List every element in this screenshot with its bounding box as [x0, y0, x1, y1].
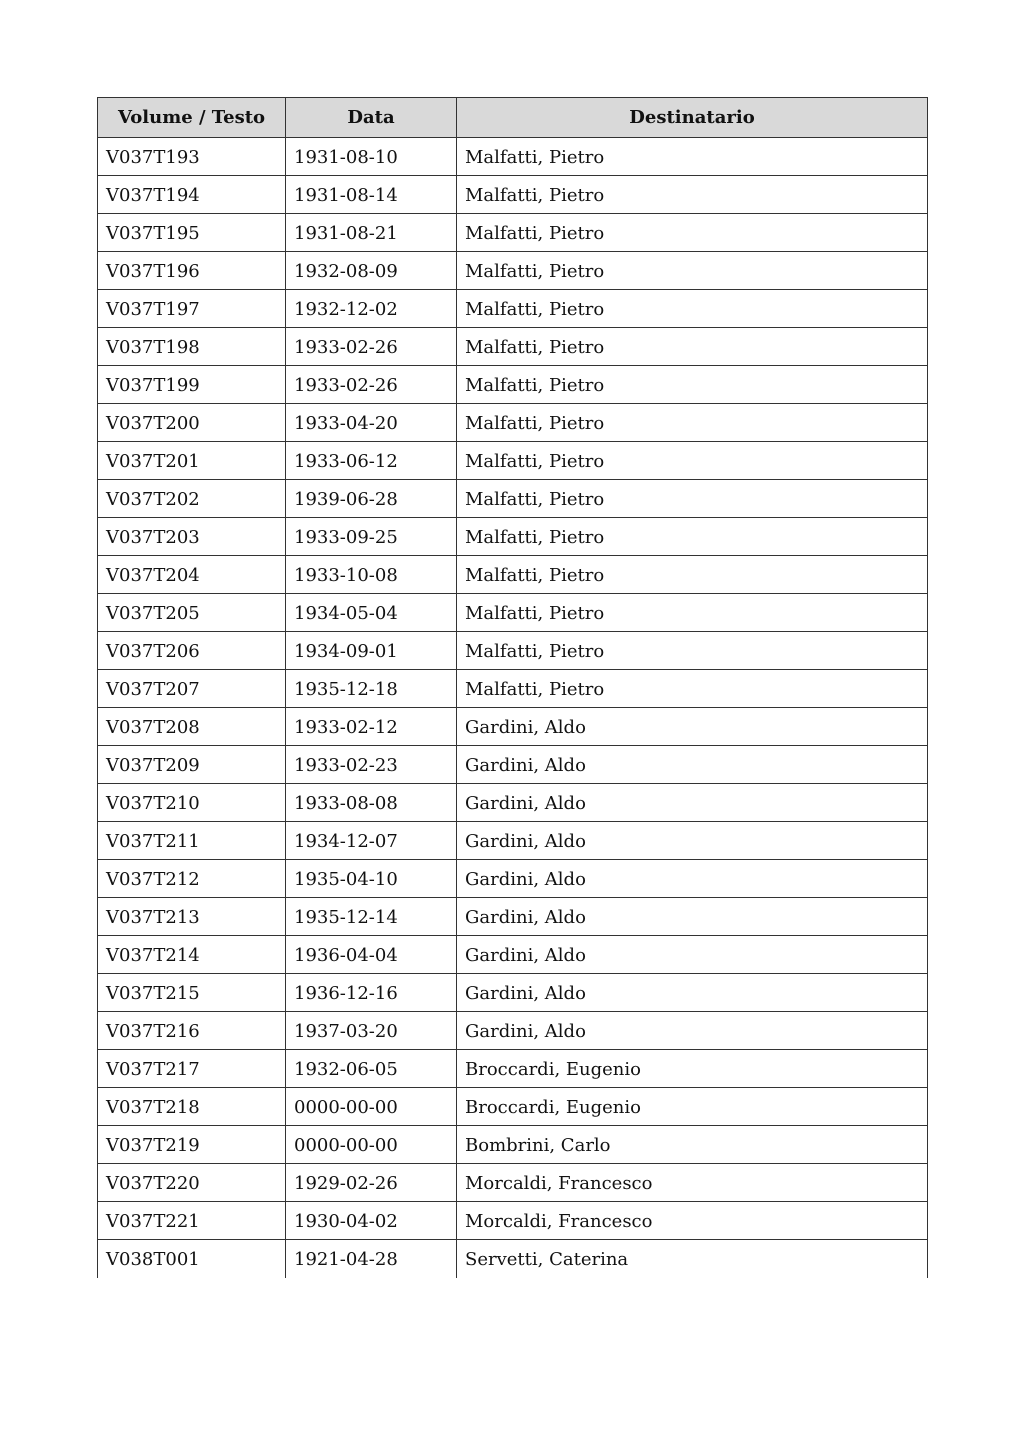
- volume-testo-cell: V038T001: [98, 1240, 286, 1278]
- volume-testo-cell: V037T207: [98, 670, 286, 708]
- destinatario-cell: Gardini, Aldo: [457, 936, 928, 974]
- table-row: [98, 936, 928, 974]
- destinatario-cell: Gardini, Aldo: [457, 746, 928, 784]
- volume-testo-cell: V037T214: [98, 936, 286, 974]
- destinatario-cell: Malfatti, Pietro: [457, 214, 928, 252]
- data-cell: 1935-12-18: [286, 670, 457, 708]
- column-header-volume-testo: Volume / Testo: [98, 98, 286, 138]
- column-header-data: Data: [286, 98, 457, 138]
- table-row: [98, 556, 928, 594]
- destinatario-cell: Broccardi, Eugenio: [457, 1088, 928, 1126]
- data-cell: 1939-06-28: [286, 480, 457, 518]
- table-row: [98, 442, 928, 480]
- destinatario-cell: Malfatti, Pietro: [457, 290, 928, 328]
- data-cell: 0000-00-00: [286, 1126, 457, 1164]
- table-row: [98, 1202, 928, 1240]
- table-row: [98, 404, 928, 442]
- destinatario-cell: Gardini, Aldo: [457, 708, 928, 746]
- destinatario-cell: Malfatti, Pietro: [457, 632, 928, 670]
- destinatario-cell: Malfatti, Pietro: [457, 176, 928, 214]
- destinatario-cell: Malfatti, Pietro: [457, 366, 928, 404]
- volume-testo-cell: V037T208: [98, 708, 286, 746]
- data-cell: 1934-12-07: [286, 822, 457, 860]
- table-row: [98, 1050, 928, 1088]
- data-cell: 1930-04-02: [286, 1202, 457, 1240]
- data-cell: 1933-02-12: [286, 708, 457, 746]
- destinatario-cell: Malfatti, Pietro: [457, 252, 928, 290]
- volume-testo-cell: V037T198: [98, 328, 286, 366]
- volume-testo-cell: V037T220: [98, 1164, 286, 1202]
- table-row: [98, 138, 928, 176]
- table-row: [98, 366, 928, 404]
- destinatario-cell: Morcaldi, Francesco: [457, 1164, 928, 1202]
- data-cell: 1933-02-26: [286, 366, 457, 404]
- table-row: [98, 1240, 928, 1278]
- data-cell: 1933-02-23: [286, 746, 457, 784]
- volume-testo-cell: V037T196: [98, 252, 286, 290]
- data-cell: 0000-00-00: [286, 1088, 457, 1126]
- destinatario-cell: Morcaldi, Francesco: [457, 1202, 928, 1240]
- table-row: [98, 1088, 928, 1126]
- table-row: [98, 974, 928, 1012]
- destinatario-cell: Malfatti, Pietro: [457, 480, 928, 518]
- data-cell: 1937-03-20: [286, 1012, 457, 1050]
- data-cell: 1933-02-26: [286, 328, 457, 366]
- volume-testo-cell: V037T209: [98, 746, 286, 784]
- table-body: [98, 138, 928, 1278]
- destinatario-cell: Broccardi, Eugenio: [457, 1050, 928, 1088]
- destinatario-cell: Malfatti, Pietro: [457, 670, 928, 708]
- table-row: [98, 784, 928, 822]
- volume-testo-cell: V037T199: [98, 366, 286, 404]
- table-row: [98, 708, 928, 746]
- destinatario-cell: Gardini, Aldo: [457, 822, 928, 860]
- data-cell: 1933-08-08: [286, 784, 457, 822]
- data-cell: 1921-04-28: [286, 1240, 457, 1278]
- destinatario-cell: Malfatti, Pietro: [457, 328, 928, 366]
- data-cell: 1932-06-05: [286, 1050, 457, 1088]
- destinatario-cell: Gardini, Aldo: [457, 898, 928, 936]
- volume-testo-cell: V037T204: [98, 556, 286, 594]
- table-row: [98, 1164, 928, 1202]
- data-cell: 1931-08-21: [286, 214, 457, 252]
- table-row: [98, 670, 928, 708]
- letters-table: [97, 97, 928, 1278]
- data-cell: 1935-04-10: [286, 860, 457, 898]
- data-cell: 1936-12-16: [286, 974, 457, 1012]
- data-cell: 1932-08-09: [286, 252, 457, 290]
- volume-testo-cell: V037T203: [98, 518, 286, 556]
- volume-testo-cell: V037T217: [98, 1050, 286, 1088]
- table-row: [98, 214, 928, 252]
- volume-testo-cell: V037T200: [98, 404, 286, 442]
- volume-testo-cell: V037T193: [98, 138, 286, 176]
- table-row: [98, 898, 928, 936]
- volume-testo-cell: V037T219: [98, 1126, 286, 1164]
- volume-testo-cell: V037T215: [98, 974, 286, 1012]
- destinatario-cell: Servetti, Caterina: [457, 1240, 928, 1278]
- volume-testo-cell: V037T194: [98, 176, 286, 214]
- table-row: [98, 252, 928, 290]
- table-row: [98, 290, 928, 328]
- table-row: [98, 480, 928, 518]
- data-cell: 1929-02-26: [286, 1164, 457, 1202]
- table-row: [98, 176, 928, 214]
- volume-testo-cell: V037T202: [98, 480, 286, 518]
- table-header: [98, 98, 928, 138]
- volume-testo-cell: V037T211: [98, 822, 286, 860]
- table-row: [98, 594, 928, 632]
- volume-testo-cell: V037T197: [98, 290, 286, 328]
- table-row: [98, 632, 928, 670]
- destinatario-cell: Malfatti, Pietro: [457, 594, 928, 632]
- destinatario-cell: Gardini, Aldo: [457, 784, 928, 822]
- header-row: [98, 98, 928, 138]
- volume-testo-cell: V037T212: [98, 860, 286, 898]
- data-cell: 1933-04-20: [286, 404, 457, 442]
- destinatario-cell: Bombrini, Carlo: [457, 1126, 928, 1164]
- table-row: [98, 1126, 928, 1164]
- data-cell: 1934-09-01: [286, 632, 457, 670]
- data-cell: 1934-05-04: [286, 594, 457, 632]
- data-cell: 1936-04-04: [286, 936, 457, 974]
- table-row: [98, 746, 928, 784]
- volume-testo-cell: V037T218: [98, 1088, 286, 1126]
- destinatario-cell: Malfatti, Pietro: [457, 556, 928, 594]
- data-cell: 1931-08-10: [286, 138, 457, 176]
- volume-testo-cell: V037T213: [98, 898, 286, 936]
- destinatario-cell: Malfatti, Pietro: [457, 518, 928, 556]
- destinatario-cell: Gardini, Aldo: [457, 974, 928, 1012]
- table-row: [98, 822, 928, 860]
- data-cell: 1935-12-14: [286, 898, 457, 936]
- table-row: [98, 1012, 928, 1050]
- column-header-destinatario: Destinatario: [457, 98, 928, 138]
- destinatario-cell: Gardini, Aldo: [457, 1012, 928, 1050]
- volume-testo-cell: V037T216: [98, 1012, 286, 1050]
- volume-testo-cell: V037T221: [98, 1202, 286, 1240]
- volume-testo-cell: V037T195: [98, 214, 286, 252]
- destinatario-cell: Gardini, Aldo: [457, 860, 928, 898]
- volume-testo-cell: V037T206: [98, 632, 286, 670]
- data-cell: 1933-10-08: [286, 556, 457, 594]
- data-cell: 1933-06-12: [286, 442, 457, 480]
- table-row: [98, 860, 928, 898]
- destinatario-cell: Malfatti, Pietro: [457, 138, 928, 176]
- data-cell: 1933-09-25: [286, 518, 457, 556]
- destinatario-cell: Malfatti, Pietro: [457, 442, 928, 480]
- data-cell: 1931-08-14: [286, 176, 457, 214]
- destinatario-cell: Malfatti, Pietro: [457, 404, 928, 442]
- table-row: [98, 328, 928, 366]
- volume-testo-cell: V037T210: [98, 784, 286, 822]
- table-row: [98, 518, 928, 556]
- volume-testo-cell: V037T201: [98, 442, 286, 480]
- volume-testo-cell: V037T205: [98, 594, 286, 632]
- data-cell: 1932-12-02: [286, 290, 457, 328]
